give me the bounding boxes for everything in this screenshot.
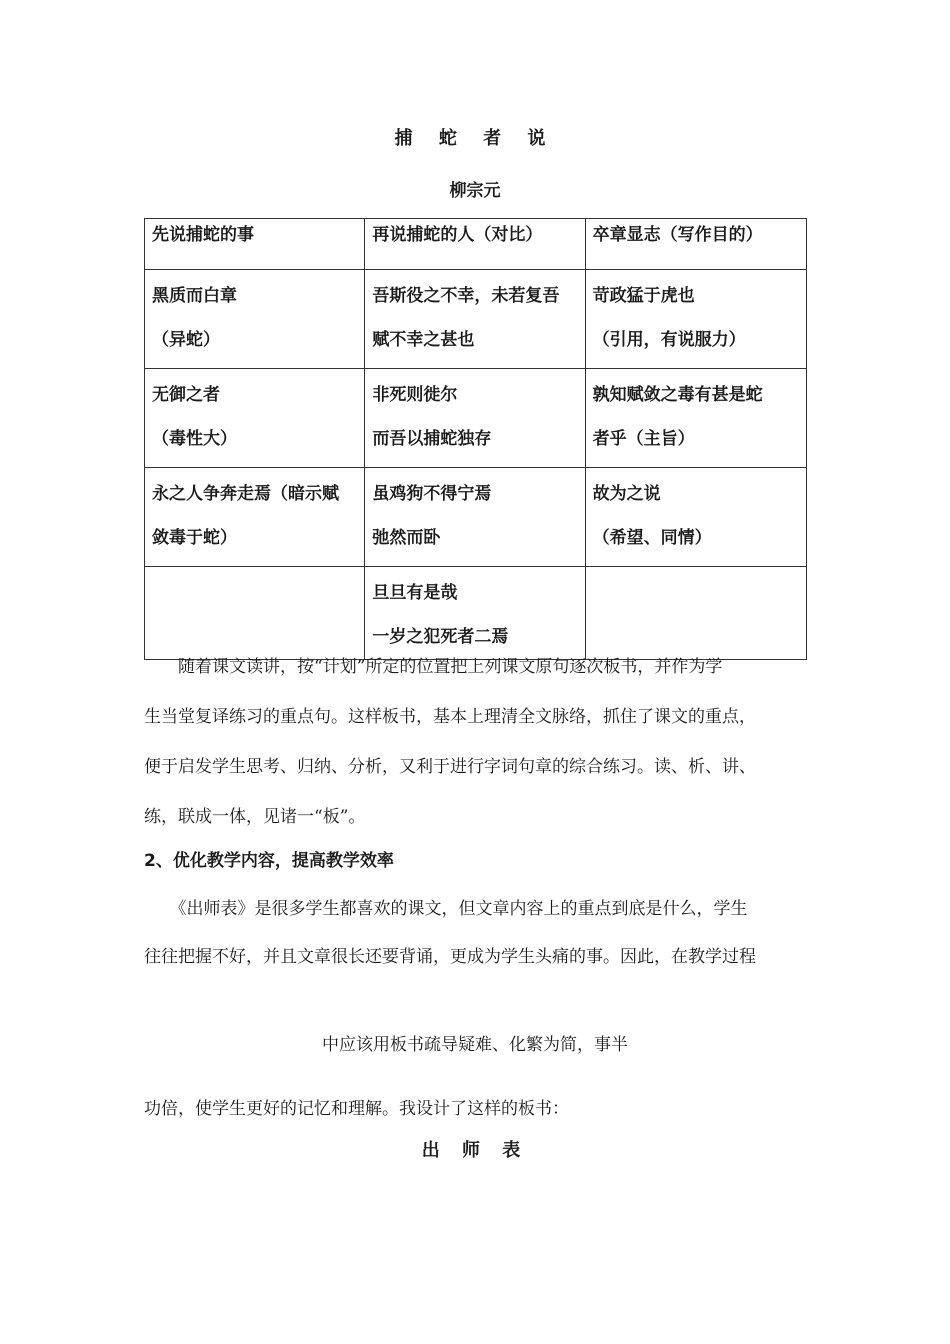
paragraph-line: 往往把握不好，并且文章很长还要背诵，更成为学生头痛的事。因此，在教学过程 bbox=[144, 947, 756, 967]
table-cell bbox=[145, 567, 365, 660]
table-cell: 无御之者 （毒性大） bbox=[145, 369, 365, 468]
table-cell: 虽鸡狗不得宁焉 弛然而卧 bbox=[365, 468, 585, 567]
table-cell: 故为之说 （希望、同情） bbox=[585, 468, 806, 567]
table-cell bbox=[585, 567, 806, 660]
table-cell: 非死则徙尔 而吾以捕蛇独存 bbox=[365, 369, 585, 468]
table-cell: 吾斯役之不幸，未若复吾 赋不幸之甚也 bbox=[365, 270, 585, 369]
document-author: 柳宗元 bbox=[449, 181, 501, 201]
board-design-title: 出 师 表 bbox=[421, 1140, 529, 1161]
table-cell: 孰知赋敛之毒有甚是蛇 者乎（主旨） bbox=[585, 369, 806, 468]
table-header-row bbox=[145, 219, 807, 270]
paragraph-line: 生当堂复译练习的重点句。这样板书，基本上理清全文脉络，抓住了课文的重点， bbox=[144, 707, 756, 727]
blackboard-table bbox=[144, 218, 807, 660]
paragraph-line: 随着课文读讲，按“计划”所定的位置把上列课文原句逐次板书，并作为学 bbox=[144, 657, 723, 677]
centered-text-line: 中应该用板书疏导疑难、化繁为简，事半 bbox=[322, 1035, 628, 1055]
section-heading: 2、优化教学内容，提高教学效率 bbox=[144, 851, 394, 871]
table-header-cell: 先说捕蛇的事 bbox=[145, 219, 365, 270]
paragraph-line: 便于启发学生思考、归纳、分析，又利于进行字词句章的综合练习。读、析、讲、 bbox=[144, 757, 756, 777]
paragraph-line: 功倍，使学生更好的记忆和理解。我设计了这样的板书： bbox=[144, 1099, 569, 1119]
document-title: 捕 蛇 者 说 bbox=[394, 128, 556, 149]
paragraph-line: 练，联成一体，见诸一“板”。 bbox=[144, 807, 366, 827]
table-header-cell: 卒章显志（写作目的） bbox=[585, 219, 806, 270]
table-row bbox=[145, 270, 807, 369]
table-cell: 旦旦有是哉 一岁之犯死者二焉 bbox=[365, 567, 585, 660]
table-cell: 黑质而白章 （异蛇） bbox=[145, 270, 365, 369]
table-header-cell: 再说捕蛇的人（对比） bbox=[365, 219, 585, 270]
table-row bbox=[145, 369, 807, 468]
table-row bbox=[145, 567, 807, 660]
paragraph-line: 《出师表》是很多学生都喜欢的课文，但文章内容上的重点到底是什么，学生 bbox=[144, 899, 748, 919]
table-cell: 永之人争奔走焉（暗示赋 敛毒于蛇） bbox=[145, 468, 365, 567]
table-row bbox=[145, 468, 807, 567]
table-cell: 苛政猛于虎也 （引用，有说服力） bbox=[585, 270, 806, 369]
